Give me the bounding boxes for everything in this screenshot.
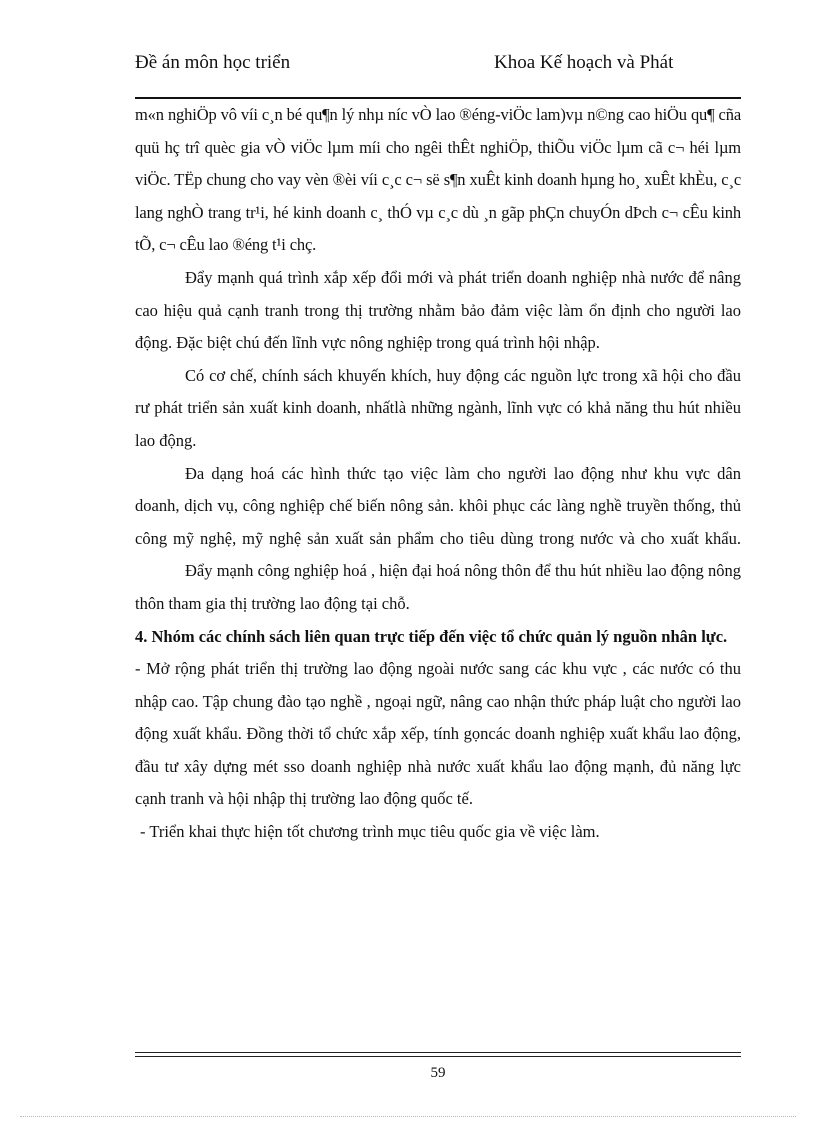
paragraph-job-diversification: Đa dạng hoá các hình thức tạo việc làm cho người lao động như khu vực dân doanh, dịch vụ, công nghiệp chế biến nông sản. khôi phục các làng nghề truyền thống, thủ công mỹ nghệ, mỹ nghệ sản xuất sản phẩm cho tiêu dùng trong nước và cho xuất khẩu.: [135, 463, 741, 548]
header-faculty-title: Khoa Kế hoạch và Phát: [494, 52, 674, 73]
paragraph-rural-industrialization: Đẩy mạnh công nghiệp hoá , hiện đại hoá nông thôn để thu hút nhiều lao động nông thôn tham gia thị trường lao động tại chỗ.: [135, 561, 741, 613]
paragraph-national-program: - Triển khai thực hiện tốt chương trình mục tiêu quốc gia về việc làm.: [140, 822, 600, 842]
paragraph-labor-export: - Mở rộng phát triển thị trường lao động ngoài nước sang các khu vực , các nước có thu nhập cao. Tập chung đào tạo nghề , ngoại ngữ, nâng cao nhận thức pháp luật cho người lao động xuất khẩu. Đồng thời tổ chức xắp xếp, tính gọncác doanh nghiệp xuất khẩu lao động, đầu tư xây dựng mét sso doanh nghiệp nhà nước xuất khẩu lao động mạnh, đủ năng lực cạnh tranh và hội nhập thị trường lao động quốc tế.: [135, 659, 741, 809]
paragraph-enterprise-reform: Đẩy mạnh quá trình xắp xếp đổi mới và phát triển doanh nghiệp nhà nước để nâng cao hiệu quả cạnh tranh trong thị trường nhằm bảo đảm việc làm ổn định cho người lao động. Đặc biệt chú đến lĩnh vực nông nghiệp trong quá trình hội nhập.: [135, 267, 741, 353]
section-heading: 4. Nhóm các chính sách liên quan trực tiếp đến việc tổ chức quản lý nguồn nhân lực.: [135, 626, 728, 646]
paragraph-investment-policy: Có cơ chế, chính sách khuyến khích, huy động các nguồn lực trong xã hội cho đầu rư phát triển sản xuất kinh doanh, nhấtlà những ngành, lĩnh vực có khả năng thu hút nhiều lao động.: [135, 365, 741, 450]
header-course-title: Đề án môn học triển: [135, 52, 291, 73]
page-number: 59: [430, 1065, 446, 1081]
paragraph-legacy-encoded: m«n nghiÖp vô víi c¸n bé qu¶n lý nhµ níc vÒ lao ®éng-viÖc lam)vµ n©ng cao hiÖu qu¶ cña quü hç trî quèc gia vÒ viÖc lµm míi cho ngêi thÊt nghiÖp, thiÕu viÖc lµm cã c¬ héi lµm viÖc. TËp chung cho vay vèn ®èi víi c¸c c¬ së s¶n xuÊt kinh doanh hµng ho¸ xuÊt khÈu, c¸c lang nghÒ trang tr¹i, hé kinh doanh c¸ thÓ vµ c¸c dù ¸n gãp phÇn chuyÓn dÞch c¬ cÊu kinh tÕ, c¬ cÊu lao ®éng t¹i chç.: [135, 105, 741, 255]
page-edge-divider: [20, 1116, 796, 1117]
document-body: [135, 99, 741, 849]
footer-rule: [135, 1052, 741, 1057]
